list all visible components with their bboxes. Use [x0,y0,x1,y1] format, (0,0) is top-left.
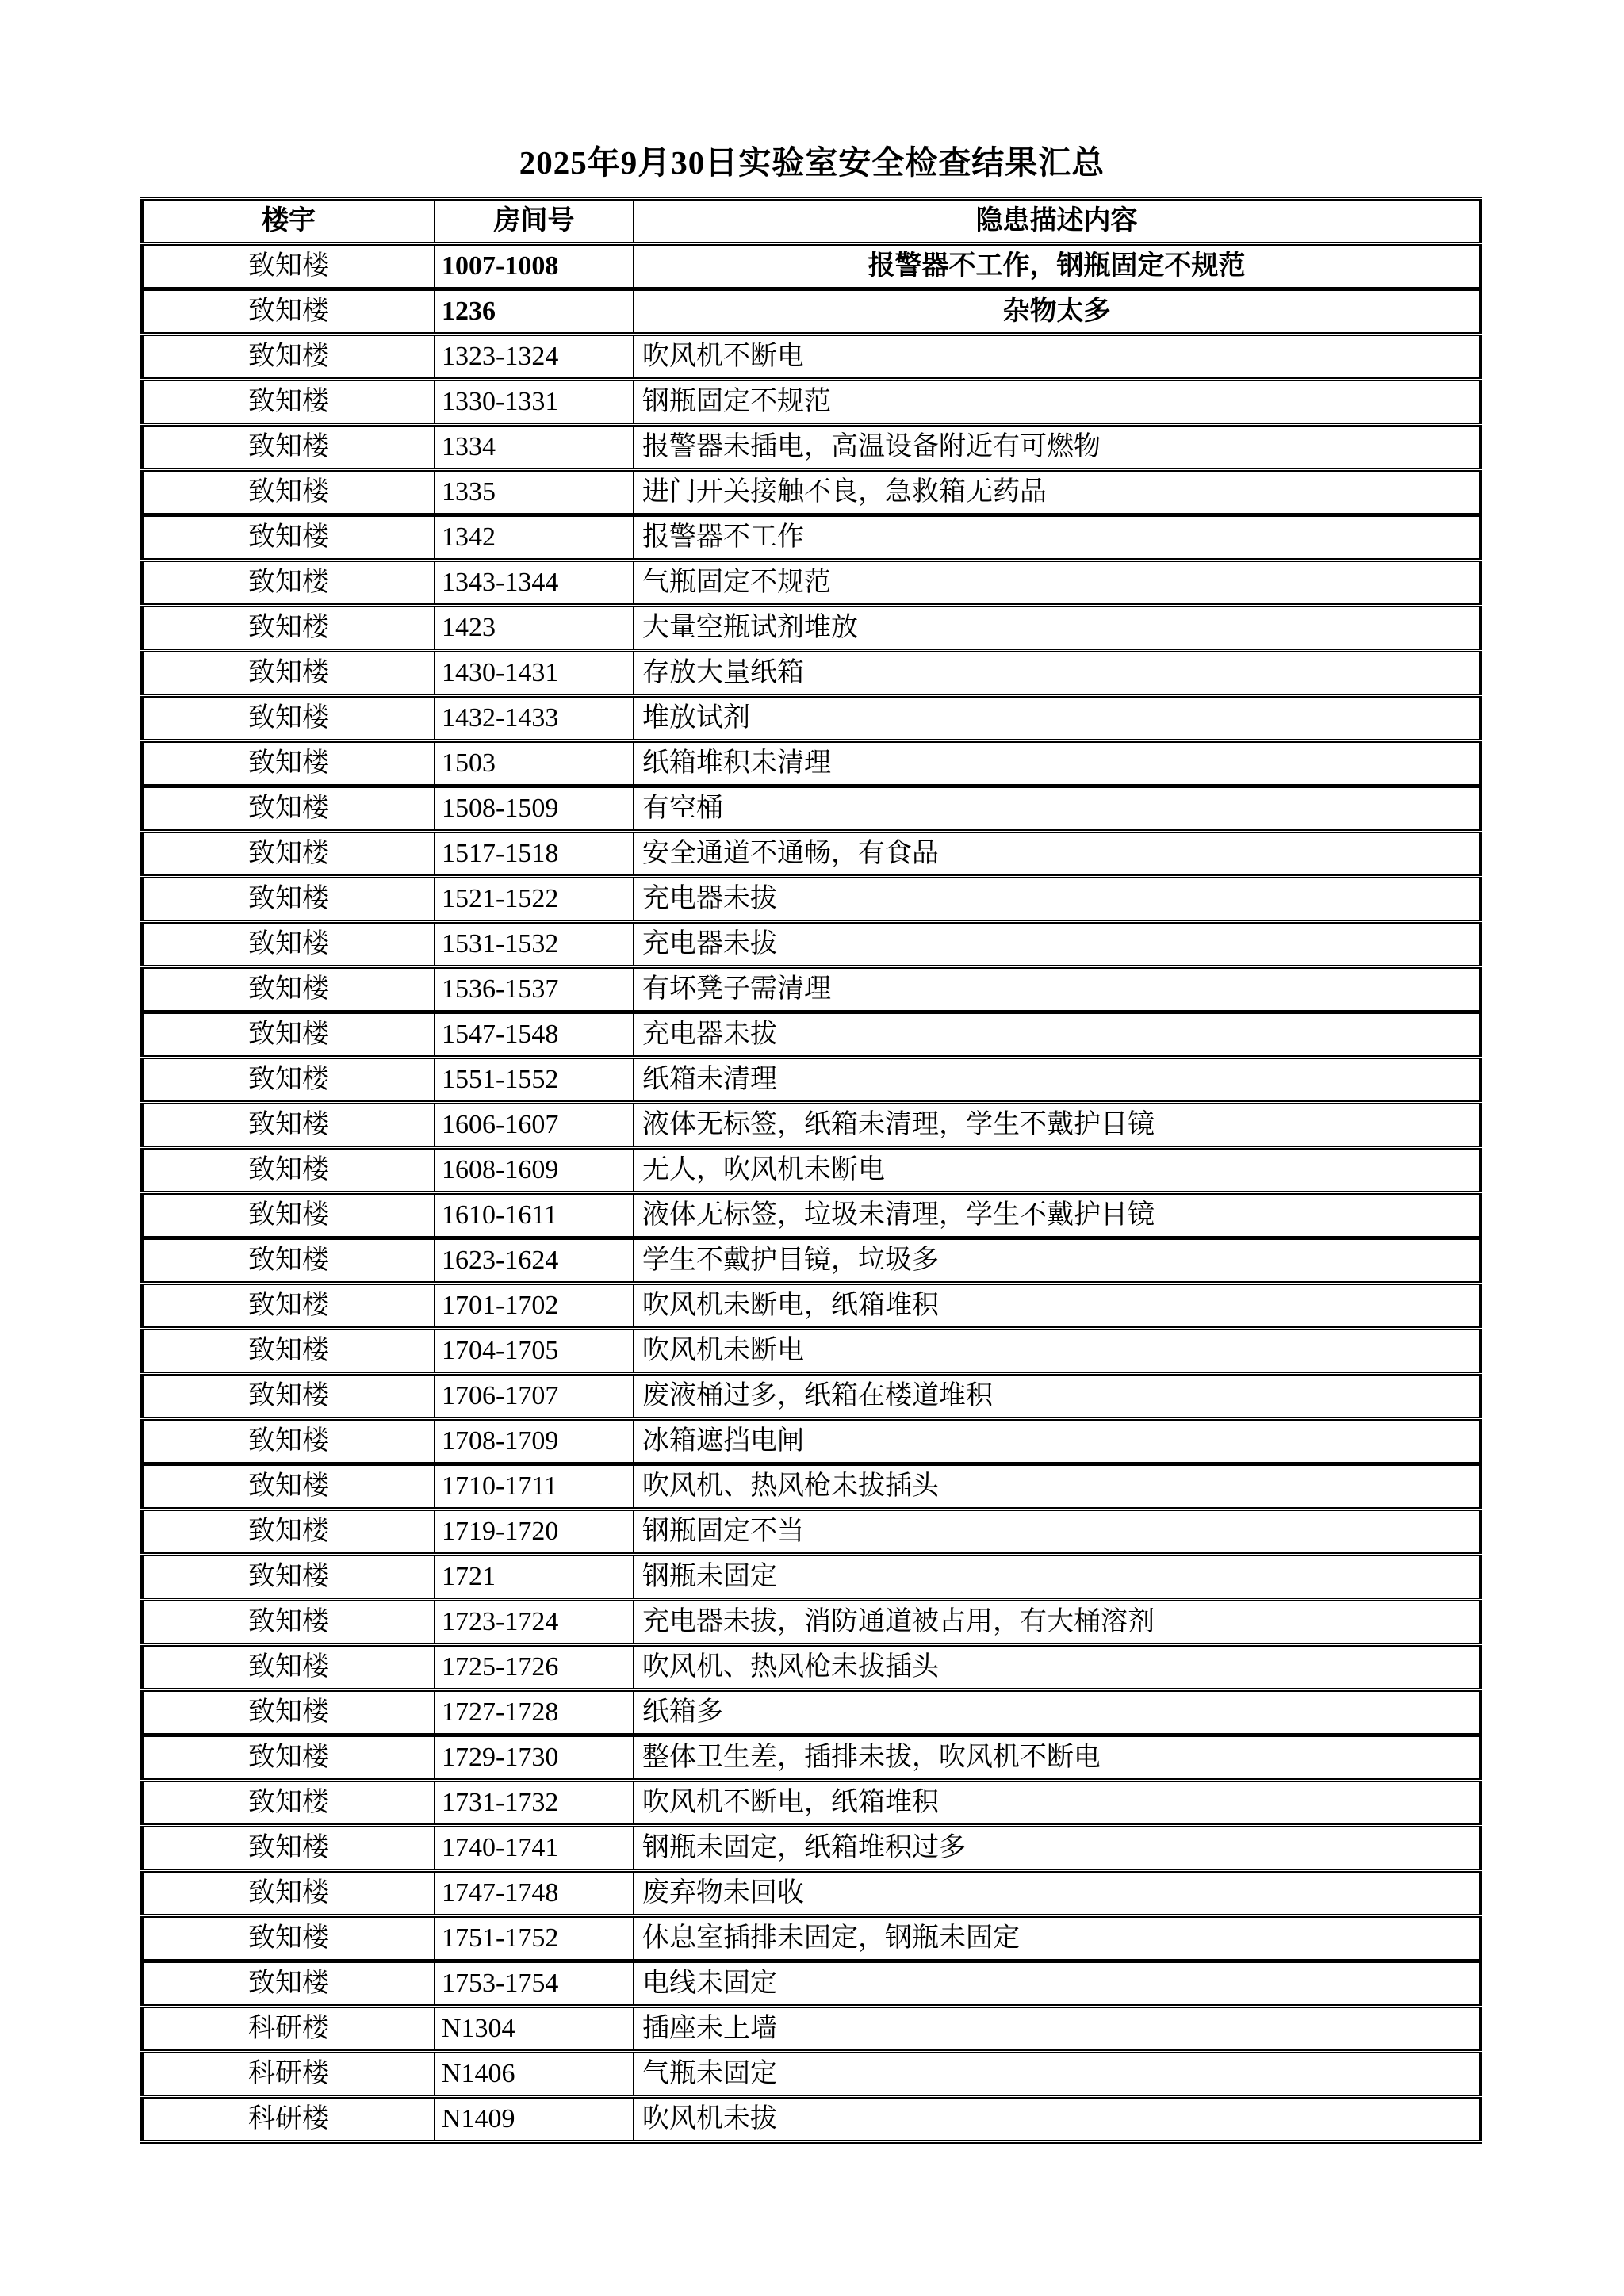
building-cell: 致知楼 [142,696,435,741]
building-cell: 致知楼 [142,244,435,289]
building-cell: 致知楼 [142,1916,435,1961]
issue-cell: 废液桶过多，纸箱在楼道堆积 [634,1374,1480,1419]
issue-cell: 充电器未拔 [634,1012,1480,1058]
table-row [142,515,1480,561]
room-cell: 1721 [435,1555,634,1600]
table-row [142,1464,1480,1510]
building-cell: 致知楼 [142,1961,435,2007]
room-cell: 1432-1433 [435,696,634,741]
table-row [142,425,1480,470]
building-cell: 致知楼 [142,1645,435,1690]
issue-cell: 纸箱多 [634,1690,1480,1735]
issue-cell: 液体无标签，纸箱未清理，学生不戴护目镜 [634,1103,1480,1148]
issue-cell: 冰箱遮挡电闸 [634,1419,1480,1464]
issue-cell: 钢瓶固定不规范 [634,380,1480,425]
table-row [142,877,1480,922]
issue-cell: 插座未上墙 [634,2007,1480,2052]
table-row [142,1329,1480,1374]
page-title: 2025年9月30日实验室安全检查结果汇总 [519,144,1105,181]
table-row [142,1058,1480,1103]
room-cell: 1521-1522 [435,877,634,922]
building-cell: 致知楼 [142,741,435,786]
table-row [142,380,1480,425]
building-cell: 致知楼 [142,335,435,380]
table-row [142,335,1480,380]
room-cell: 1531-1532 [435,922,634,967]
building-cell: 致知楼 [142,1103,435,1148]
room-cell: 1710-1711 [435,1464,634,1510]
building-cell: 科研楼 [142,2052,435,2097]
room-cell: 1719-1720 [435,1510,634,1555]
issue-cell: 学生不戴护目镜，垃圾多 [634,1238,1480,1284]
table-row [142,1238,1480,1284]
room-cell: 1423 [435,606,634,651]
room-cell: 1701-1702 [435,1284,634,1329]
table-row [142,1781,1480,1826]
table-row [142,1555,1480,1600]
room-cell: 1536-1537 [435,967,634,1012]
issue-cell: 钢瓶未固定，纸箱堆积过多 [634,1826,1480,1871]
issue-cell: 休息室插排未固定，钢瓶未固定 [634,1916,1480,1961]
issue-cell: 纸箱未清理 [634,1058,1480,1103]
table-row [142,1645,1480,1690]
table-row [142,786,1480,832]
table-row [142,561,1480,606]
table-row [142,1012,1480,1058]
room-cell: 1608-1609 [435,1148,634,1193]
header-row [142,199,1480,244]
room-cell: 1731-1732 [435,1781,634,1826]
building-cell: 致知楼 [142,832,435,877]
building-cell: 科研楼 [142,2007,435,2052]
building-cell: 致知楼 [142,1555,435,1600]
building-cell: 致知楼 [142,967,435,1012]
building-cell: 致知楼 [142,1374,435,1419]
table-row [142,2052,1480,2097]
issue-cell: 报警器未插电，高温设备附近有可燃物 [634,425,1480,470]
issue-cell: 报警器不工作，钢瓶固定不规范 [634,244,1480,289]
header-building: 楼宇 [142,199,435,244]
room-cell: 1704-1705 [435,1329,634,1374]
room-cell: 1725-1726 [435,1645,634,1690]
table-row [142,1148,1480,1193]
table-row [142,1735,1480,1781]
issue-cell: 有坏凳子需清理 [634,967,1480,1012]
room-cell: 1430-1431 [435,651,634,696]
issue-cell: 液体无标签，垃圾未清理，学生不戴护目镜 [634,1193,1480,1238]
room-cell: 1547-1548 [435,1012,634,1058]
room-cell: 1708-1709 [435,1419,634,1464]
room-cell: 1751-1752 [435,1916,634,1961]
building-cell: 致知楼 [142,1690,435,1735]
table-row [142,2007,1480,2052]
issue-cell: 吹风机、热风枪未拔插头 [634,1464,1480,1510]
issue-cell: 充电器未拔 [634,922,1480,967]
issue-cell: 无人，吹风机未断电 [634,1148,1480,1193]
room-cell: N1304 [435,2007,634,2052]
table-body [142,244,1480,2142]
room-cell: N1409 [435,2097,634,2142]
table-row [142,1826,1480,1871]
issue-cell: 气瓶固定不规范 [634,561,1480,606]
building-cell: 致知楼 [142,1735,435,1781]
issue-cell: 钢瓶固定不当 [634,1510,1480,1555]
table-row [142,651,1480,696]
issue-cell: 吹风机未断电 [634,1329,1480,1374]
room-cell: N1406 [435,2052,634,2097]
issue-cell: 报警器不工作 [634,515,1480,561]
building-cell: 致知楼 [142,922,435,967]
table-row [142,289,1480,335]
issue-cell: 有空桶 [634,786,1480,832]
room-cell: 1706-1707 [435,1374,634,1419]
room-cell: 1330-1331 [435,380,634,425]
header-issue: 隐患描述内容 [634,199,1480,244]
issue-cell: 充电器未拔，消防通道被占用，有大桶溶剂 [634,1600,1480,1645]
room-cell: 1343-1344 [435,561,634,606]
table-row [142,1284,1480,1329]
building-cell: 致知楼 [142,1058,435,1103]
table-row [142,1419,1480,1464]
building-cell: 致知楼 [142,651,435,696]
room-cell: 1517-1518 [435,832,634,877]
building-cell: 致知楼 [142,1238,435,1284]
building-cell: 致知楼 [142,1193,435,1238]
issue-cell: 电线未固定 [634,1961,1480,2007]
building-cell: 致知楼 [142,515,435,561]
table-row [142,1510,1480,1555]
table-row [142,1871,1480,1916]
building-cell: 科研楼 [142,2097,435,2142]
table-row [142,1193,1480,1238]
building-cell: 致知楼 [142,1826,435,1871]
header-room: 房间号 [435,199,634,244]
issue-cell: 吹风机未断电，纸箱堆积 [634,1284,1480,1329]
room-cell: 1236 [435,289,634,335]
issue-cell: 吹风机、热风枪未拔插头 [634,1645,1480,1690]
building-cell: 致知楼 [142,1148,435,1193]
room-cell: 1623-1624 [435,1238,634,1284]
building-cell: 致知楼 [142,1464,435,1510]
room-cell: 1729-1730 [435,1735,634,1781]
room-cell: 1747-1748 [435,1871,634,1916]
room-cell: 1007-1008 [435,244,634,289]
table-row [142,1600,1480,1645]
building-cell: 致知楼 [142,1012,435,1058]
building-cell: 致知楼 [142,380,435,425]
table-row [142,1961,1480,2007]
room-cell: 1610-1611 [435,1193,634,1238]
room-cell: 1727-1728 [435,1690,634,1735]
building-cell: 致知楼 [142,470,435,515]
building-cell: 致知楼 [142,561,435,606]
issue-cell: 吹风机未拔 [634,2097,1480,2142]
table-row [142,470,1480,515]
room-cell: 1503 [435,741,634,786]
table-row [142,606,1480,651]
table-row [142,832,1480,877]
table-row [142,1916,1480,1961]
building-cell: 致知楼 [142,1510,435,1555]
issue-cell: 钢瓶未固定 [634,1555,1480,1600]
issue-cell: 吹风机不断电 [634,335,1480,380]
table-row [142,2097,1480,2142]
table-row [142,967,1480,1012]
room-cell: 1723-1724 [435,1600,634,1645]
room-cell: 1323-1324 [435,335,634,380]
table-row [142,1690,1480,1735]
issue-cell: 安全通道不通畅，有食品 [634,832,1480,877]
building-cell: 致知楼 [142,1781,435,1826]
building-cell: 致知楼 [142,289,435,335]
issue-cell: 整体卫生差，插排未拔，吹风机不断电 [634,1735,1480,1781]
issue-cell: 杂物太多 [634,289,1480,335]
room-cell: 1753-1754 [435,1961,634,2007]
room-cell: 1335 [435,470,634,515]
room-cell: 1551-1552 [435,1058,634,1103]
issue-cell: 充电器未拔 [634,877,1480,922]
building-cell: 致知楼 [142,1419,435,1464]
table-row [142,696,1480,741]
building-cell: 致知楼 [142,1329,435,1374]
building-cell: 致知楼 [142,606,435,651]
table-row [142,1103,1480,1148]
inspection-results-table [140,197,1482,2144]
issue-cell: 气瓶未固定 [634,2052,1480,2097]
issue-cell: 吹风机不断电，纸箱堆积 [634,1781,1480,1826]
room-cell: 1334 [435,425,634,470]
table-row [142,244,1480,289]
building-cell: 致知楼 [142,1600,435,1645]
issue-cell: 存放大量纸箱 [634,651,1480,696]
building-cell: 致知楼 [142,877,435,922]
table-row [142,922,1480,967]
issue-cell: 进门开关接触不良，急救箱无药品 [634,470,1480,515]
room-cell: 1508-1509 [435,786,634,832]
table-row [142,1374,1480,1419]
issue-cell: 堆放试剂 [634,696,1480,741]
building-cell: 致知楼 [142,1284,435,1329]
table-row [142,741,1480,786]
building-cell: 致知楼 [142,786,435,832]
building-cell: 致知楼 [142,1871,435,1916]
issue-cell: 大量空瓶试剂堆放 [634,606,1480,651]
issue-cell: 废弃物未回收 [634,1871,1480,1916]
issue-cell: 纸箱堆积未清理 [634,741,1480,786]
room-cell: 1606-1607 [435,1103,634,1148]
room-cell: 1342 [435,515,634,561]
building-cell: 致知楼 [142,425,435,470]
table-header [142,199,1480,244]
room-cell: 1740-1741 [435,1826,634,1871]
